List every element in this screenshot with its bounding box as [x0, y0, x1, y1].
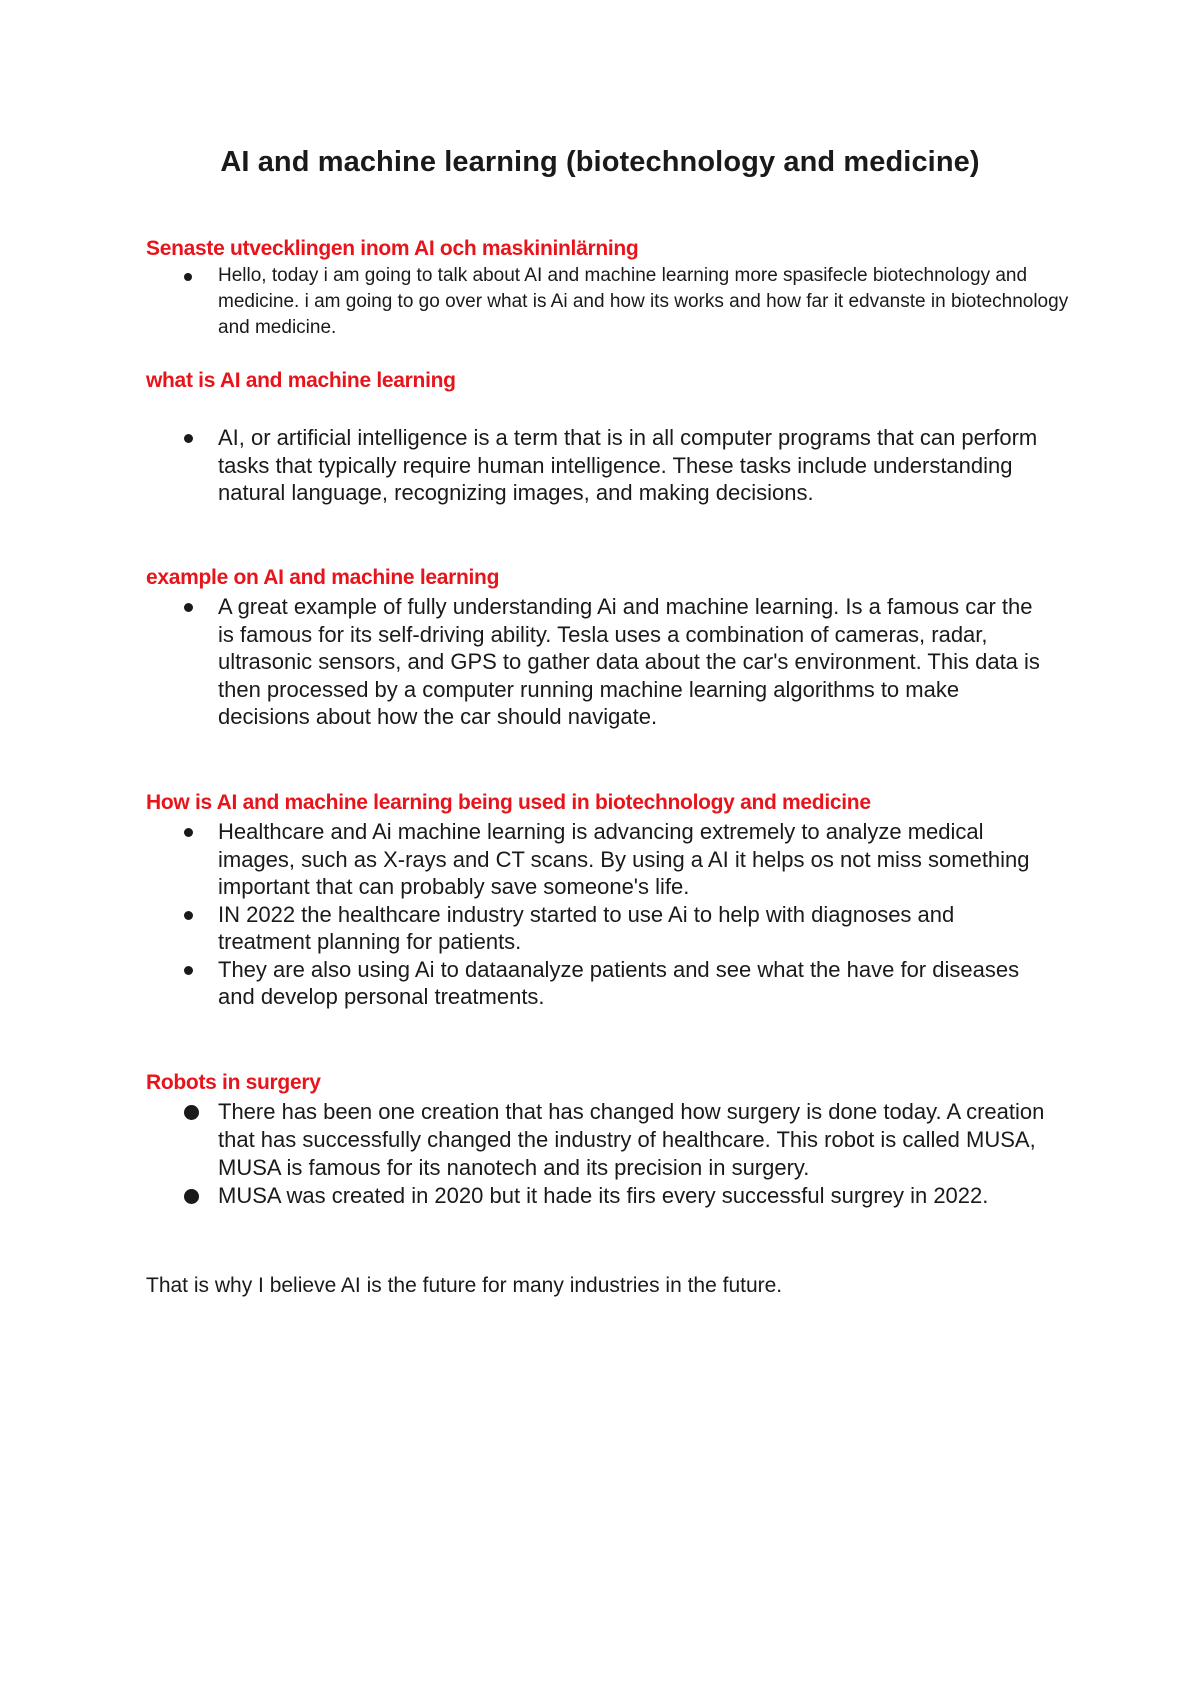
bullet-icon — [184, 911, 193, 920]
section-list-what-is-ai — [146, 424, 1046, 507]
list-item-text: MUSA was created in 2020 but it hade its firs every successful surgrey in 2022. — [218, 1183, 989, 1208]
list-item — [146, 956, 1041, 1011]
bullet-icon — [184, 828, 193, 837]
list-item — [146, 263, 1076, 341]
list-item-text: IN 2022 the healthcare industry started to use Ai to help with diagnoses and treatment planning for patients. — [218, 901, 955, 954]
bullet-icon — [184, 603, 193, 612]
section-heading-example: example on AI and machine learning — [146, 566, 500, 589]
list-item — [146, 901, 1041, 956]
list-item — [146, 1098, 1061, 1182]
section-list-example — [146, 593, 1046, 731]
list-item-text: Hello, today i am going to talk about AI and machine learning more spasifecle biotechnology and medicine. i am going to go over what is Ai and how its works and how far it edvanste in biotechnology and medicine. — [218, 265, 1069, 338]
list-item — [146, 1182, 1061, 1210]
section-heading-latest-developments: Senaste utvecklingen inom AI och maskininlärning — [146, 237, 639, 260]
section-heading-biotech-medicine: How is AI and machine learning being used in biotechnology and medicine — [146, 791, 871, 814]
conclusion-text: That is why I believe AI is the future for many industries in the future. — [146, 1274, 783, 1297]
section-heading-what-is-ai: what is AI and machine learning — [146, 369, 456, 392]
list-item-text: Healthcare and Ai machine learning is advancing extremely to analyze medical images, such as X-rays and CT scans. By using a AI it helps os not miss something important that can probably save someone's life. — [218, 819, 1030, 899]
section-heading-robots-surgery: Robots in surgery — [146, 1071, 321, 1094]
bullet-icon — [184, 1105, 199, 1120]
section-list-latest-developments — [146, 263, 1076, 341]
list-item-text: There has been one creation that has changed how surgery is done today. A creation that has successfully changed the industry of healthcare. This robot is called MUSA, MUSA is famous for its nanotech and its precision in surgery. — [218, 1099, 1045, 1180]
bullet-icon — [184, 273, 192, 281]
list-item — [146, 818, 1041, 901]
bullet-icon — [184, 966, 193, 975]
bullet-icon — [184, 434, 193, 443]
list-item-text: They are also using Ai to dataanalyze patients and see what the have for diseases and develop personal treatments. — [218, 956, 1020, 1009]
list-item — [146, 593, 1046, 731]
list-item-text: AI, or artificial intelligence is a term that is in all computer programs that can perform tasks that typically require human intelligence. These tasks include understanding natural language, recognizing images, and making decisions. — [218, 425, 1038, 505]
list-item — [146, 424, 1046, 507]
section-list-robots-surgery — [146, 1098, 1061, 1210]
section-list-biotech-medicine — [146, 818, 1041, 1011]
document-title: AI and machine learning (biotechnology and medicine) — [220, 146, 980, 178]
list-item-text: A great example of fully understanding Ai and machine learning. Is a famous car the is famous for its self-driving ability. Tesla uses a combination of cameras, radar, ultrasonic sensors, and GPS to gather data about the car's environment. This data is then processed by a computer running machine learning algorithms to make decisions about how the car should navigate. — [218, 594, 1040, 729]
bullet-icon — [184, 1189, 199, 1204]
